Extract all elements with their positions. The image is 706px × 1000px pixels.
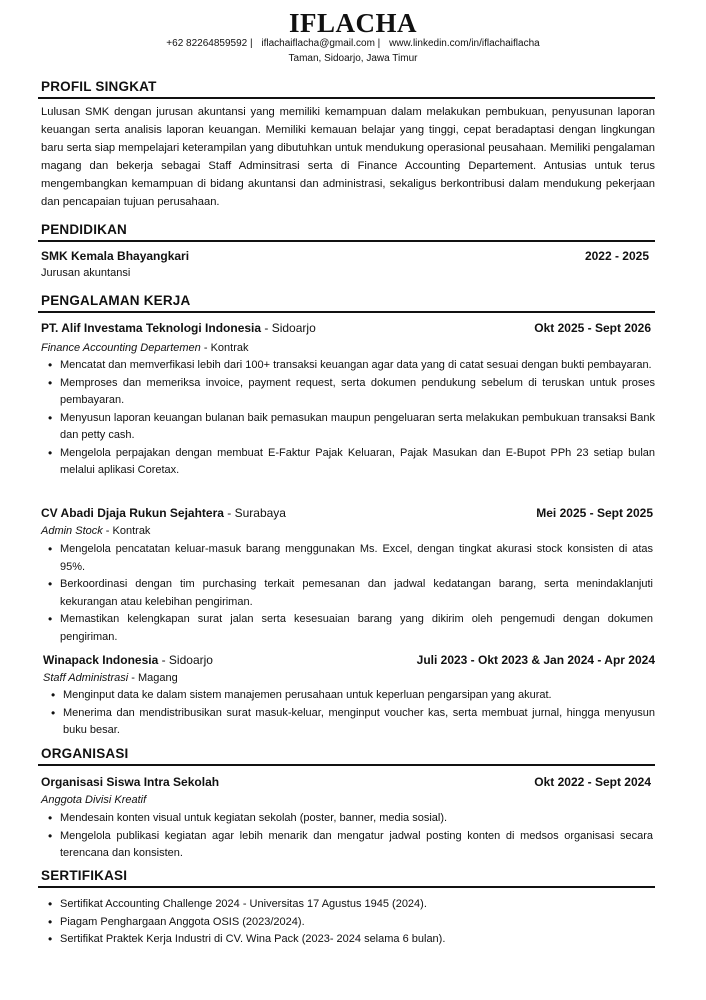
company-location: - Sidoarjo bbox=[261, 321, 316, 335]
job-header bbox=[43, 652, 655, 668]
company-name: PT. Alif Investama Teknologi Indonesia bbox=[41, 321, 262, 335]
job-role-line bbox=[43, 671, 178, 686]
list-item: • Memproses dan memeriksa invoice, payment request, serta dokumen pendukung sebelum di teruskan untuk proses pembayaran. bbox=[41, 375, 655, 410]
profile-summary: Lulusan SMK dengan jurusan akuntansi yang memiliki kemampuan dalam melakukan pembukuan, penyusunan laporan keuangan serta analisis laporan keuangan. Memiliki kemauan belajar yang tinggi, cepat beradaptasi dengan lingkungan baru serta siap mempelajari keterampilan yang dibutuhkan untuk mendukung operasional peusahaan. Memiliki pengalaman magang dan bekerja sebagai Staff Adminsitrasi serta di Finance Accounting Departement. Antusias untuk terus mengembangkan kemampuan di bidang akuntansi dan administrasi, sekaligus berkontribusi dalam mendukung pekerjaan dan pencapaian tujuan perusahaan. bbox=[41, 106, 655, 208]
company-name: CV Abadi Djaja Rukun Sejahtera bbox=[41, 506, 224, 520]
job-type: - Kontrak bbox=[102, 525, 151, 537]
education-dates: 2022 - 2025 bbox=[584, 249, 649, 263]
job-dates: Juli 2023 - Okt 2023 & Jan 2024 - Apr 2024 bbox=[416, 653, 655, 667]
job-type: - Magang bbox=[128, 672, 178, 684]
job-bullets bbox=[44, 687, 655, 740]
list-item: • Mengelola pencatatan keluar-masuk barang menggunakan Ms. Excel, dengan tingkat akurasi stock konsisten di atas 95%. bbox=[41, 541, 653, 576]
job-header bbox=[41, 505, 653, 521]
organization-role: Anggota Divisi Kreatif bbox=[41, 794, 147, 806]
job-bullets bbox=[41, 541, 653, 646]
section-title-profile: PROFIL SINGKAT bbox=[41, 79, 157, 94]
list-item: • Berkoordinasi dengan tim purchasing terkait pemesanan dan jadwal kedatangan barang, serta menindaklanjuti kekurangan atau kelebihan pengiriman. bbox=[41, 576, 653, 611]
linkedin-url: www.linkedin.com/in/iflachaiflacha bbox=[389, 38, 540, 49]
section-divider bbox=[38, 886, 655, 888]
list-item: • Mendesain konten visual untuk kegiatan sekolah (poster, banner, media sosial). bbox=[41, 810, 653, 828]
job-role-line bbox=[41, 341, 248, 356]
job-dates: Mei 2025 - Sept 2025 bbox=[536, 506, 653, 520]
phone-number: +62 82264859592 | bbox=[166, 38, 253, 49]
list-item: • Sertifikat Praktek Kerja Industri di CV. Wina Pack (2023- 2024 selama 6 bulan). bbox=[41, 931, 653, 949]
list-item: • Mengelola publikasi kegiatan agar lebih menarik dan mengatur jadwal posting konten di medsos organisasi secara terencana dan konsisten. bbox=[41, 828, 653, 863]
school-name: SMK Kemala Bhayangkari bbox=[41, 249, 190, 263]
job-role: Staff Administrasi bbox=[43, 672, 129, 684]
job-type: - Kontrak bbox=[200, 342, 249, 354]
section-title-experience: PENGALAMAN KERJA bbox=[41, 293, 191, 308]
list-item: • Menerima dan mendistribusikan surat masuk-keluar, menginput voucher kas, serta membuat jurnal, hingga menyusun buku besar. bbox=[44, 705, 655, 740]
candidate-name: IFLACHA bbox=[288, 8, 417, 38]
section-divider bbox=[38, 97, 655, 99]
organization-row bbox=[41, 774, 651, 790]
job-role-line bbox=[41, 524, 150, 539]
job-header bbox=[41, 320, 651, 336]
certification-list bbox=[41, 896, 653, 949]
company-name: Winapack Indonesia bbox=[43, 653, 159, 667]
education-major: Jurusan akuntansi bbox=[41, 267, 131, 279]
section-title-organization: ORGANISASI bbox=[41, 746, 129, 761]
list-item: • Menyusun laporan keuangan bulanan baik pemasukan maupun pengeluaran serta melakukan pembukuan transaksi Bank dan petty cash. bbox=[41, 410, 655, 445]
organization-name: Organisasi Siswa Intra Sekolah bbox=[41, 775, 220, 789]
list-item: • Mengelola perpajakan dengan membuat E-Faktur Pajak Keluaran, Pajak Masukan dan E-Bupot PPh 23 setiap bulan melalui aplikasi Coretax. bbox=[41, 445, 655, 480]
section-title-certification: SERTIFIKASI bbox=[41, 868, 128, 883]
list-item: • Sertifikat Accounting Challenge 2024 - Universitas 17 Agustus 1945 (2024). bbox=[41, 896, 653, 914]
education-row bbox=[41, 248, 649, 264]
list-item: • Menginput data ke dalam sistem manajemen perusahaan untuk keperluan pengarsipan yang akurat. bbox=[44, 687, 655, 705]
organization-bullets bbox=[41, 810, 653, 863]
job-dates: Okt 2025 - Sept 2026 bbox=[534, 321, 651, 335]
job-bullets bbox=[41, 357, 655, 480]
email-address: iflachaiflacha@gmail.com | bbox=[261, 38, 381, 49]
section-divider bbox=[38, 311, 655, 313]
list-item: • Piagam Penghargaan Anggota OSIS (2023/2024). bbox=[41, 914, 653, 932]
organization-dates: Okt 2022 - Sept 2024 bbox=[534, 775, 651, 789]
section-title-education: PENDIDIKAN bbox=[41, 222, 128, 237]
home-address: Taman, Sidoarjo, Jawa Timur bbox=[288, 53, 418, 64]
company-location: - Sidoarjo bbox=[158, 653, 213, 667]
list-item: • Mencatat dan memverfikasi lebih dari 100+ transaksi keuangan agar data yang di catat sesuai dengan bukti pembayaran. bbox=[41, 357, 655, 375]
contact-line bbox=[0, 37, 706, 51]
job-role: Admin Stock bbox=[41, 525, 103, 537]
section-divider bbox=[38, 240, 655, 242]
list-item: • Memastikan kelengkapan surat jalan serta kesesuaian barang yang dikirim oleh pengemudi dengan dokumen pengiriman. bbox=[41, 611, 653, 646]
job-role: Finance Accounting Departemen bbox=[41, 342, 201, 354]
section-divider bbox=[38, 764, 655, 766]
company-location: - Surabaya bbox=[223, 506, 286, 520]
